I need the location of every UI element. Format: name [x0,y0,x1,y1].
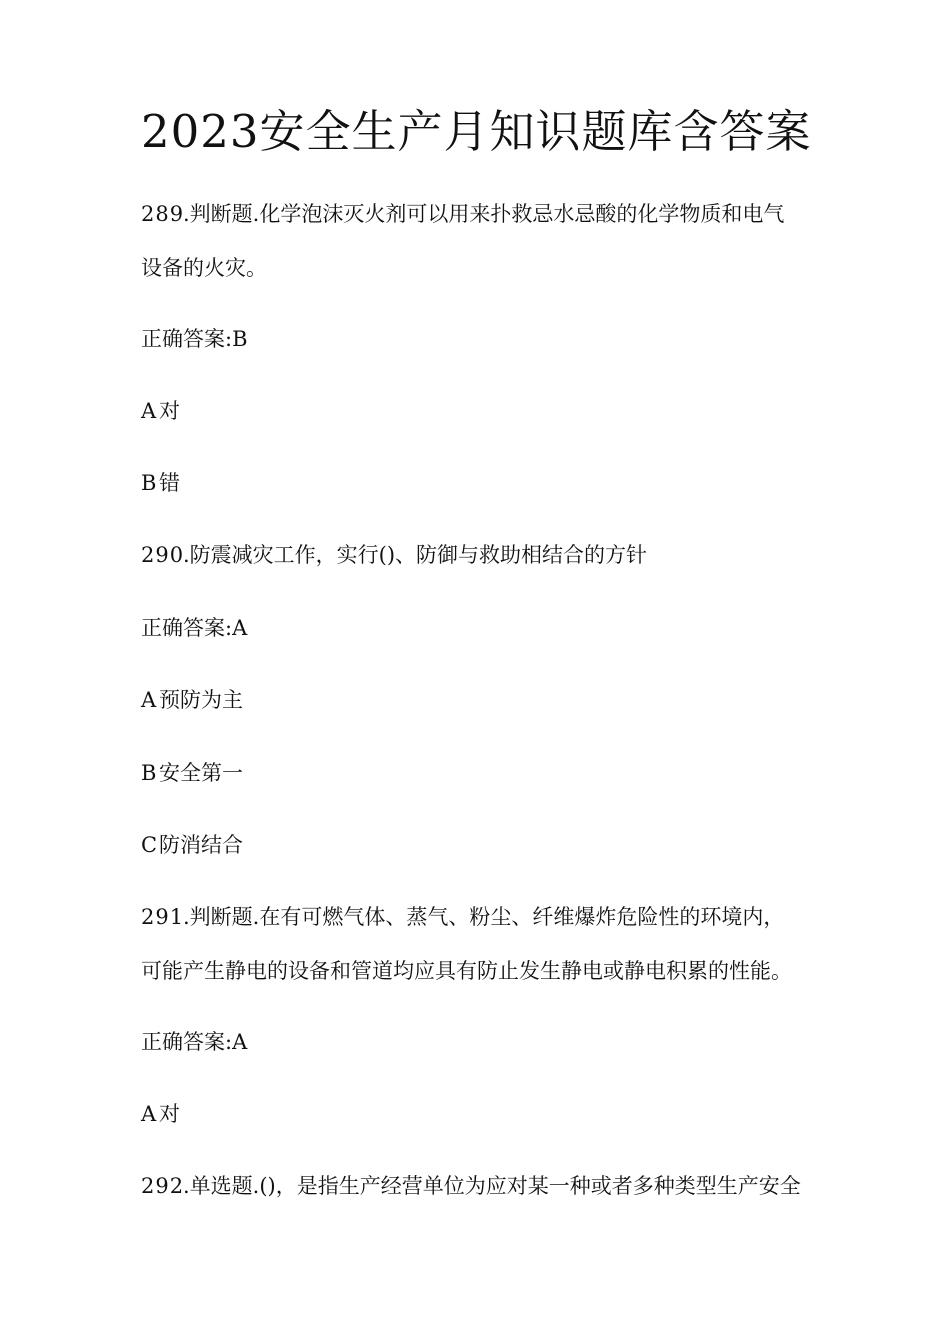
question-292-line-1 [141,1172,801,1200]
question-291-line-1 [141,903,784,931]
question-number: 292 [141,1174,185,1198]
option-letter: C [141,833,158,857]
question-289-option-b [141,469,180,497]
question-289-line-2: 设备的火灾。 [141,256,267,280]
option-text: 安全第一 [159,761,243,785]
question-291-line-2: 可能产生静电的设备和管道均应具有防止发生静电或静电积累的性能。 [141,959,792,983]
question-289-answer: 正确答案:B [141,327,248,351]
option-letter: A [141,1102,157,1126]
option-text: 对 [159,1102,180,1126]
question-289-option-a [141,397,180,425]
page-title: 2023安全生产月知识题库含答案 [141,105,812,158]
option-letter: B [141,761,157,785]
question-number: 289 [141,202,185,226]
question-290-line-1 [141,541,647,569]
question-291-answer: 正确答案:A [141,1030,248,1054]
option-text: 预防为主 [159,688,243,712]
option-letter: A [141,399,157,423]
option-letter: A [141,688,157,712]
option-text: 防消结合 [159,833,243,857]
question-text: .防震减灾工作，实行()、防御与救助相结合的方针 [183,543,648,567]
option-letter: B [141,471,157,495]
option-text: 对 [159,399,180,423]
question-290-option-b [141,759,243,787]
question-289-line-1 [141,200,784,228]
question-text: .判断题.化学泡沫灭火剂可以用来扑救忌水忌酸的化学物质和电气 [183,202,785,226]
question-290-option-c [141,831,243,859]
question-number: 290 [141,543,185,567]
question-290-option-a [141,686,243,714]
question-290-answer: 正确答案:A [141,616,248,640]
question-text: .判断题.在有可燃气体、蒸气、粉尘、纤维爆炸危险性的环境内， [183,905,785,929]
option-text: 错 [159,471,180,495]
question-text: .单选题.()，是指生产经营单位为应对某一种或者多种类型生产安全 [183,1174,801,1198]
question-291-option-a [141,1100,180,1128]
question-number: 291 [141,905,185,929]
